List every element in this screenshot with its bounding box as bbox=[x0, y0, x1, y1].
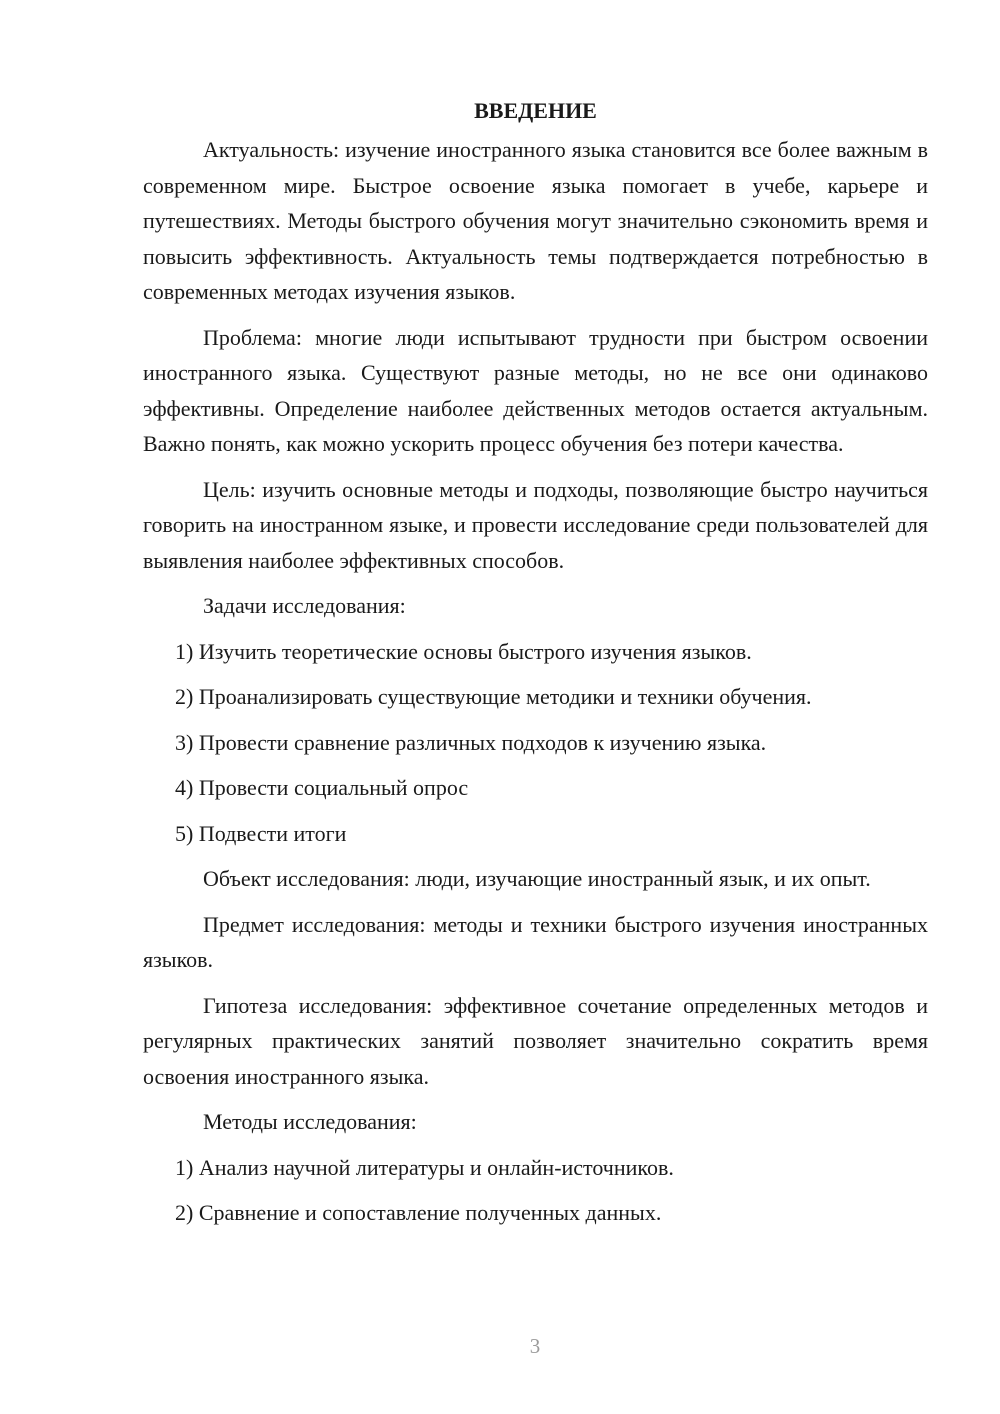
problem-paragraph: Проблема: многие люди испытывают трудности при быстром освоении иностранного языка. Существуют разные методы, но не все они одинаково эффективны. Определение наиболее действенных методов остается актуальным. Важно понять, как можно ускорить процесс обучения без потери качества. bbox=[143, 324, 928, 456]
methods-title: Методы исследования: bbox=[203, 1109, 417, 1134]
document-body bbox=[143, 92, 928, 1241]
subject-paragraph: Предмет исследования: методы и техники быстрого изучения иностранных языков. bbox=[143, 911, 928, 972]
method-item: 2) Сравнение и сопоставление полученных данных. bbox=[175, 1200, 662, 1225]
goal-paragraph: Цель: изучить основные методы и подходы, позволяющие быстро научиться говорить на иностранном языке, и провести исследование среди пользователей для выявления наиболее эффективных способов. bbox=[143, 476, 928, 573]
object-paragraph: Объект исследования: люди, изучающие иностранный язык, и их опыт. bbox=[203, 866, 871, 891]
page-number: 3 bbox=[529, 1334, 541, 1358]
task-item: 5) Подвести итоги bbox=[175, 820, 347, 846]
tasks-title: Задачи исследования: bbox=[203, 593, 406, 618]
task-item: 2) Проанализировать существующие методики и техники обучения. bbox=[175, 684, 812, 709]
task-item: 3) Провести сравнение различных подходов к изучению языка. bbox=[175, 729, 767, 755]
task-item: 1) Изучить теоретические основы быстрого изучения языков. bbox=[175, 638, 752, 664]
task-item: 4) Провести социальный опрос bbox=[175, 775, 469, 800]
hypothesis-paragraph: Гипотеза исследования: эффективное сочетание определенных методов и регулярных практических занятий позволяет значительно сократить время освоения иностранного языка. bbox=[143, 992, 928, 1089]
relevance-paragraph: Актуальность: изучение иностранного языка становится все более важным в современном мире. Быстрое освоение языка помогает в учебе, карьере и путешествиях. Методы быстрого обучения могут значительно сэкономить время и повысить эффективность. Актуальность темы подтверждается потребностью в современных методах изучения языков. bbox=[143, 137, 928, 304]
method-item: 1) Анализ научной литературы и онлайн-источников. bbox=[175, 1154, 674, 1180]
section-heading: ВВЕДЕНИЕ bbox=[474, 98, 597, 123]
